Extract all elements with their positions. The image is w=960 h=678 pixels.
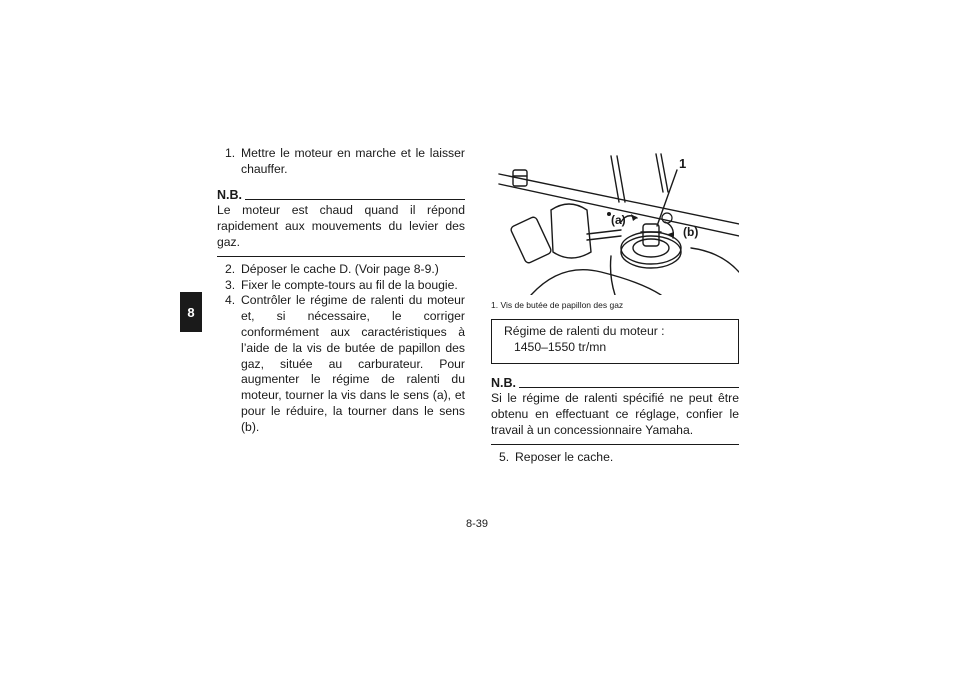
note-body: Le moteur est chaud quand il répond rapidement aux mouvements du levier des gaz. (217, 203, 465, 256)
note-block (491, 376, 739, 445)
spec-value: 1450–1550 tr/mn (514, 339, 607, 354)
step-1 (217, 146, 465, 178)
illustration-svg (491, 152, 739, 295)
page-number: 8-39 (466, 518, 489, 530)
step-text: Contrôler le régime de ralenti du moteur et, si nécessaire, le corriger conformément aux caractéristiques à l’aide de la vis de butée de papillon des gaz, située au carburateur. Pour augmenter le régime de ralenti du moteur, tourner la vis dans le sens (a), et pour le réduire, la tourner dans le sens (b). (241, 293, 465, 434)
figure-label-a: (a) (611, 213, 626, 227)
step-number: 1. (225, 146, 236, 160)
step-2 (217, 262, 465, 278)
left-column (217, 146, 465, 436)
step-5 (491, 450, 739, 466)
figure-label-b: (b) (683, 225, 699, 239)
step-number: 4. (225, 293, 236, 308)
step-number: 3. (225, 277, 236, 292)
step-3 (217, 278, 465, 294)
step-text: Reposer le cache. (515, 449, 614, 464)
chapter-tab: 8 (180, 292, 202, 332)
step-number: 5. (499, 449, 510, 464)
note-block (217, 188, 465, 257)
note-rule (519, 387, 739, 388)
right-column (491, 300, 739, 466)
note-heading: N.B. (491, 375, 516, 390)
note-heading: N.B. (217, 187, 242, 202)
step-number: 2. (225, 261, 236, 276)
step-text: Mettre le moteur en marche et le laisser chauffer. (241, 146, 465, 176)
throttle-screw-illustration (491, 152, 739, 295)
note-rule (245, 199, 465, 200)
note-body: Si le régime de ralenti spécifié ne peut être obtenu en effectuant ce réglage, confier le travail à un concessionnaire Yamaha. (491, 391, 739, 444)
step-4 (217, 293, 465, 435)
figure-caption: 1. Vis de butée de papillon des gaz (491, 300, 624, 310)
step-text: Déposer le cache D. (Voir page 8-9.) (241, 261, 439, 276)
step-text: Fixer le compte-tours au fil de la bougie. (241, 277, 458, 292)
figure-label-1: 1 (679, 156, 687, 171)
spec-box (491, 319, 739, 364)
spec-label: Régime de ralenti du moteur : (504, 324, 665, 338)
